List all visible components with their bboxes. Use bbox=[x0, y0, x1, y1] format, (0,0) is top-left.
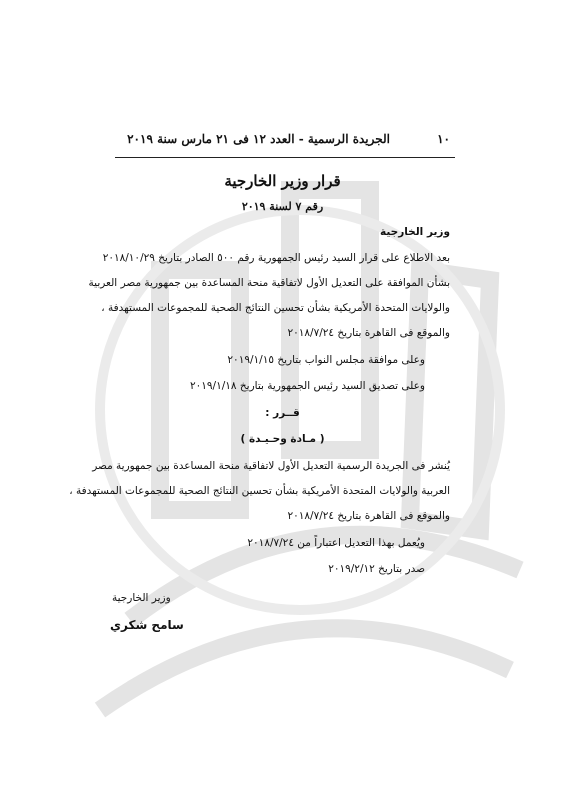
header-rule bbox=[115, 157, 455, 158]
decree-title: قرار وزير الخارجية bbox=[224, 172, 341, 190]
issue-date: صدر بتاريخ ٢٠١٩/٢/١٢ bbox=[328, 563, 425, 575]
article-title: ( مـادة وحـيـدة ) bbox=[240, 433, 325, 445]
preamble-line: وعلى تصديق السيد رئيس الجمهورية بتاريخ ٢٠١٩/١/١٨ bbox=[190, 380, 425, 392]
preamble-line: وعلى موافقة مجلس النواب بتاريخ ٢٠١٩/١/١٥ bbox=[227, 354, 425, 366]
watermark-seal bbox=[40, 150, 560, 750]
preamble-line: والموقع فى القاهرة بتاريخ ٢٠١٨/٧/٢٤ bbox=[287, 327, 450, 339]
article-line: ويُعمل بهذا التعديل اعتباراً من ٢٠١٨/٧/٢٤ bbox=[247, 537, 425, 549]
decree-number: رقم ٧ لسنة ٢٠١٩ bbox=[241, 200, 324, 213]
page-number: ١٠ bbox=[437, 132, 450, 146]
signature-name: سامح شكري bbox=[110, 618, 184, 632]
preamble-line: والولايات المتحدة الأمريكية بشأن تحسين النتائج الصحية للمجموعات المستهدفة ، bbox=[101, 302, 450, 314]
gazette-header-text: الجريدة الرسمية - العدد ١٢ فى ٢١ مارس سنة ٢٠١٩ bbox=[127, 132, 390, 146]
preamble-line: بعد الاطلاع على قرار السيد رئيس الجمهورية رقم ٥٠٠ الصادر بتاريخ ٢٠١٨/١٠/٢٩ bbox=[102, 252, 450, 264]
preamble-line: بشأن الموافقة على التعديل الأول لاتفاقية منحة المساعدة بين جمهورية مصر العربية bbox=[88, 277, 450, 289]
decided-heading: قــرر : bbox=[265, 407, 300, 419]
page-header bbox=[127, 132, 450, 152]
article-line: والموقع فى القاهرة بتاريخ ٢٠١٨/٧/٢٤ bbox=[287, 510, 450, 522]
article-line: العربية والولايات المتحدة الأمريكية بشأن تحسين النتائج الصحية للمجموعات المستهدفة ، bbox=[69, 485, 450, 497]
signature-role: وزير الخارجية bbox=[112, 592, 171, 604]
article-line: يُنشر فى الجريدة الرسمية التعديل الأول لاتفاقية منحة المساعدة بين جمهورية مصر bbox=[92, 460, 450, 472]
issuer-heading: وزير الخارجية bbox=[379, 226, 450, 238]
